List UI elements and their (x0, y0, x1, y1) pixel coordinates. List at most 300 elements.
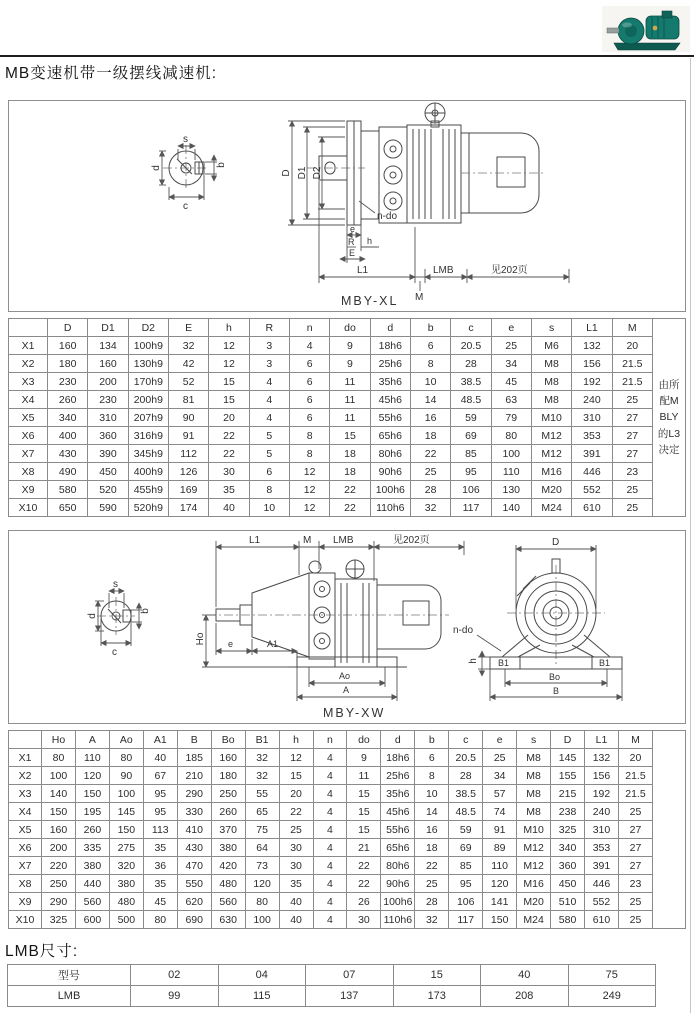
page-title: MB变速机带一级摆线减速机: (5, 65, 218, 82)
dimension-cell: 80h6 (370, 445, 410, 463)
column-header: d (370, 319, 410, 337)
dimension-cell: 316h9 (128, 427, 168, 445)
column-header: c (451, 319, 491, 337)
dimension-cell: 4 (313, 875, 347, 893)
dimension-cell: 28 (410, 481, 450, 499)
dimension-cell: 40 (279, 893, 313, 911)
column-header: Ao (109, 731, 143, 749)
dim-label-h: h (468, 658, 479, 664)
dimension-cell: 90h6 (370, 463, 410, 481)
dimension-cell: 8 (410, 355, 450, 373)
column-header: R (249, 319, 289, 337)
dimension-cell: 20 (279, 785, 313, 803)
dimension-cell: 95 (449, 875, 483, 893)
dimension-cell: 18 (330, 463, 370, 481)
dimension-cell: 6 (410, 337, 450, 355)
dimension-cell: M8 (531, 355, 571, 373)
table-row (9, 391, 686, 409)
dimension-cell: 510 (551, 893, 585, 911)
dimension-cell: M12 (531, 445, 571, 463)
column-header: D (551, 731, 585, 749)
dimension-cell: 80 (143, 911, 177, 929)
column-header: B1 (245, 731, 279, 749)
dimension-cell: 110h6 (381, 911, 415, 929)
dimension-cell: 100h6 (381, 893, 415, 911)
dimension-cell: 25 (410, 463, 450, 481)
dimension-cell: 32 (245, 749, 279, 767)
dimension-cell: 35h6 (381, 785, 415, 803)
column-header: n (313, 731, 347, 749)
column-header: s (517, 731, 551, 749)
dimension-cell: 40 (481, 965, 569, 986)
dimension-cell: 20.5 (449, 749, 483, 767)
dim-label-e: e (350, 224, 356, 234)
dimension-cell: 106 (449, 893, 483, 911)
dimension-cell: 22 (279, 803, 313, 821)
figure-caption: MBY-XL (341, 294, 399, 308)
dimension-cell: M24 (517, 911, 551, 929)
row-label: X6 (9, 839, 42, 857)
dimension-cell: 80h6 (381, 857, 415, 875)
dim-label-A1: A1 (267, 639, 279, 649)
dimension-cell: 65h6 (381, 839, 415, 857)
dim-label-d: d (151, 165, 162, 171)
dimension-cell: 23 (618, 875, 652, 893)
dimension-cell: 40 (209, 499, 249, 517)
dimension-cell: 34 (491, 355, 531, 373)
dimension-cell: 38.5 (451, 373, 491, 391)
dimension-cell: 95 (143, 803, 177, 821)
dimension-cell: 38.5 (449, 785, 483, 803)
dimension-cell: 26 (347, 893, 381, 911)
dimension-cell: 12 (289, 463, 329, 481)
dimension-cell: 25 (618, 803, 652, 821)
dimension-cell: 75 (245, 821, 279, 839)
dimension-cell: 110 (483, 857, 517, 875)
column-header: d (381, 731, 415, 749)
dimension-cell: 10 (415, 785, 449, 803)
dimension-cell: 27 (612, 409, 652, 427)
dim-label-Bo: Bo (549, 672, 561, 682)
dimension-cell: 240 (585, 803, 619, 821)
dimension-cell: 8 (289, 445, 329, 463)
dimension-cell: 9 (347, 749, 381, 767)
dimension-cell: 340 (551, 839, 585, 857)
dimension-cell: 80 (109, 749, 143, 767)
dimension-cell: 25h6 (370, 355, 410, 373)
column-header: c (449, 731, 483, 749)
row-label: X8 (9, 875, 42, 893)
dimension-cell: 9 (330, 337, 370, 355)
dimension-cell: 100h9 (128, 337, 168, 355)
dimension-cell: 200 (88, 373, 128, 391)
dim-label-c: c (112, 647, 117, 658)
table-side-note (653, 731, 686, 929)
dimension-cell: 5 (249, 427, 289, 445)
column-header: Bo (211, 731, 245, 749)
dimension-cell: 15 (347, 821, 381, 839)
dimension-cell: 110 (75, 749, 109, 767)
dimension-cell: 20.5 (451, 337, 491, 355)
dimension-cell: 6 (289, 373, 329, 391)
dimension-cell: 27 (618, 857, 652, 875)
dimension-cell: 8 (289, 427, 329, 445)
dimension-cell: 85 (449, 857, 483, 875)
dim-label-LMB: LMB (333, 535, 354, 546)
dim-label-e: e (228, 639, 234, 649)
dimension-cell: M20 (517, 893, 551, 911)
dimension-cell: 4 (313, 857, 347, 875)
dimension-cell: 192 (572, 373, 612, 391)
dimension-cell: 15 (330, 427, 370, 445)
dimension-cell: 11 (330, 373, 370, 391)
dimension-cell: 590 (88, 499, 128, 517)
dimension-cell: 156 (572, 355, 612, 373)
dimension-cell: 370 (211, 821, 245, 839)
dimension-cell: 21 (347, 839, 381, 857)
dimension-cell: 106 (451, 481, 491, 499)
dimension-cell: 4 (249, 409, 289, 427)
dimension-cell: 12 (289, 499, 329, 517)
column-header: D (48, 319, 88, 337)
dimension-cell: 353 (585, 839, 619, 857)
dimension-cell: 610 (572, 499, 612, 517)
dimension-cell: 69 (449, 839, 483, 857)
row-label: X3 (9, 785, 42, 803)
table-row (9, 481, 686, 499)
dimension-cell: 25 (612, 391, 652, 409)
dimension-cell: 141 (483, 893, 517, 911)
dimension-cell: 10 (249, 499, 289, 517)
dim-label-B: B (553, 686, 560, 696)
column-header (9, 731, 42, 749)
dimension-cell: 210 (177, 767, 211, 785)
column-header: Ho (42, 731, 76, 749)
table-row (9, 337, 686, 355)
table-row (8, 986, 656, 1007)
dimension-cell: 310 (572, 409, 612, 427)
column-header: D2 (128, 319, 168, 337)
dimension-cell: 420 (211, 857, 245, 875)
table-lmb-sizes (7, 964, 656, 1007)
dimension-cell: 180 (48, 355, 88, 373)
handwheel (425, 103, 445, 127)
dimension-cell: 69 (451, 427, 491, 445)
dimension-cell: 25 (618, 893, 652, 911)
table-row (9, 409, 686, 427)
dimension-cell: 400 (48, 427, 88, 445)
dimension-cell: 320 (109, 857, 143, 875)
dimension-cell: 35 (143, 839, 177, 857)
dimension-cell: 95 (451, 463, 491, 481)
dimension-cell: 560 (75, 893, 109, 911)
dimension-cell: 11 (330, 391, 370, 409)
dimension-cell: 5 (249, 445, 289, 463)
dimension-cell: 117 (451, 499, 491, 517)
dimension-cell: 500 (109, 911, 143, 929)
dimension-cell: 100 (245, 911, 279, 929)
dimension-cell: 27 (612, 445, 652, 463)
dimension-cell: 9 (330, 355, 370, 373)
flange-dims (340, 224, 379, 263)
dimension-cell: M8 (531, 373, 571, 391)
dim-label-LMB: LMB (433, 265, 454, 276)
column-header: b (410, 319, 450, 337)
dimension-cell: 32 (168, 337, 208, 355)
dimension-cell: 4 (313, 785, 347, 803)
dim-label-s: s (183, 134, 188, 145)
dimension-cell: 6 (289, 355, 329, 373)
figure-mby-xw (8, 530, 686, 724)
dimension-cell: 14 (410, 391, 450, 409)
dimension-cell: 155 (551, 767, 585, 785)
dimension-cell: 610 (585, 911, 619, 929)
figure-caption: MBY-XW (323, 706, 386, 720)
dimension-cell: 20 (612, 337, 652, 355)
row-label: 型号 (8, 965, 131, 986)
row-label: X9 (9, 481, 48, 499)
table-row (9, 803, 686, 821)
dimension-cell: 63 (491, 391, 531, 409)
dimension-cell: 325 (551, 821, 585, 839)
dimension-cell: 07 (306, 965, 394, 986)
dimension-cell: 28 (449, 767, 483, 785)
column-header (9, 319, 48, 337)
dimension-cell: 22 (347, 875, 381, 893)
dimension-cell: 120 (483, 875, 517, 893)
dimension-cell: M16 (531, 463, 571, 481)
dimension-cell: M8 (517, 785, 551, 803)
dimension-cell: 192 (585, 785, 619, 803)
dimension-cell: 430 (48, 445, 88, 463)
dimension-cell: 117 (449, 911, 483, 929)
dimension-cell: 560 (211, 893, 245, 911)
dimension-cell: 74 (483, 803, 517, 821)
row-label: X3 (9, 373, 48, 391)
dimension-cell: 200 (42, 839, 76, 857)
dimension-cell: 310 (585, 821, 619, 839)
drawing-mby-xw (9, 531, 685, 721)
dimension-cell: 12 (209, 337, 249, 355)
see-page-note: 见202页 (491, 265, 528, 276)
dimension-cell: 35h6 (370, 373, 410, 391)
table-mby-xw-dimensions (8, 730, 686, 929)
dimension-cell: 25 (279, 821, 313, 839)
dimension-cell: 22 (209, 427, 249, 445)
dimension-cell: 02 (131, 965, 219, 986)
column-header: h (279, 731, 313, 749)
table-row (9, 875, 686, 893)
dimension-cell: 450 (551, 875, 585, 893)
dimension-cell: 195 (75, 803, 109, 821)
dimension-cell: 446 (572, 463, 612, 481)
dimension-cell: 4 (313, 893, 347, 911)
dimension-cell: 160 (48, 337, 88, 355)
dimension-cell: 145 (109, 803, 143, 821)
dimension-cell: 126 (168, 463, 208, 481)
dimension-cell: 20 (209, 409, 249, 427)
dimension-cell: 21.5 (612, 373, 652, 391)
dimension-cell: 4 (313, 767, 347, 785)
dimension-cell: 220 (42, 857, 76, 875)
dimension-cell: 275 (109, 839, 143, 857)
dimension-cell: 130 (491, 481, 531, 499)
dimension-cell: 185 (177, 749, 211, 767)
row-label: X6 (9, 427, 48, 445)
dimension-cell: 130h9 (128, 355, 168, 373)
dimension-cell: 4 (313, 911, 347, 929)
dim-label-D2: D2 (312, 166, 323, 180)
row-label: LMB (8, 986, 131, 1007)
row-label: X4 (9, 391, 48, 409)
dimension-cell: 65h6 (370, 427, 410, 445)
dimension-cell: 22 (347, 857, 381, 875)
dimension-cell: 110h6 (370, 499, 410, 517)
dimension-cell: 260 (48, 391, 88, 409)
dimension-cell: 22 (209, 445, 249, 463)
table-row (9, 749, 686, 767)
dimension-cell: 04 (218, 965, 306, 986)
dimension-cell: 45 (143, 893, 177, 911)
dimension-cell: 455h9 (128, 481, 168, 499)
dimension-cell: M12 (517, 857, 551, 875)
row-label: X7 (9, 445, 48, 463)
dimension-cell: 16 (410, 409, 450, 427)
dimension-cell: 132 (572, 337, 612, 355)
dimension-cell: 3 (249, 337, 289, 355)
dimension-cell: 112 (168, 445, 208, 463)
dimension-cell: 32 (410, 499, 450, 517)
dimension-cell: 59 (451, 409, 491, 427)
dimension-cell: 18 (415, 839, 449, 857)
dimension-cell: 552 (572, 481, 612, 499)
dimension-cell: 470 (177, 857, 211, 875)
dimension-cell: 8 (249, 481, 289, 499)
row-label: X1 (9, 749, 42, 767)
dimension-cell: 22 (330, 481, 370, 499)
dimension-cell: 14 (415, 803, 449, 821)
dimension-cell: M12 (531, 427, 571, 445)
dimension-cell: M10 (517, 821, 551, 839)
dimension-cell: 35 (209, 481, 249, 499)
dimension-cell: 25 (491, 337, 531, 355)
dim-label-R: R (348, 237, 355, 247)
dimension-cell: M10 (531, 409, 571, 427)
dimension-cell: M24 (531, 499, 571, 517)
dimension-cell: 134 (88, 337, 128, 355)
shaft-section-view (151, 134, 227, 212)
dim-label-b: b (216, 162, 227, 168)
dimension-cell: 15 (279, 767, 313, 785)
dimension-cell: 91 (168, 427, 208, 445)
dimension-cell: 67 (143, 767, 177, 785)
dimension-cell: 340 (48, 409, 88, 427)
table-row (9, 785, 686, 803)
dimension-cell: 230 (48, 373, 88, 391)
dimension-cell: 4 (289, 337, 329, 355)
dimension-cell: 380 (211, 839, 245, 857)
dim-label-D: D (281, 169, 292, 177)
dimension-cell: M8 (517, 803, 551, 821)
dimension-cell: 11 (330, 409, 370, 427)
dimension-cell: 25h6 (381, 767, 415, 785)
dimension-cell: 32 (415, 911, 449, 929)
dimension-cell: 325 (42, 911, 76, 929)
dimension-cell: 12 (289, 481, 329, 499)
dimension-cell: 85 (451, 445, 491, 463)
dimension-cell: 8 (415, 767, 449, 785)
dimension-cell: 345h9 (128, 445, 168, 463)
dimension-cell: 22 (415, 857, 449, 875)
dimension-cell: 27 (618, 839, 652, 857)
dimension-cell: 150 (483, 911, 517, 929)
dimension-cell: 120 (75, 767, 109, 785)
dimension-cell: 90 (109, 767, 143, 785)
dimension-cell: 28 (415, 893, 449, 911)
row-label: X7 (9, 857, 42, 875)
dimension-cell: 36 (143, 857, 177, 875)
dimension-cell: 310 (88, 409, 128, 427)
column-header: n (289, 319, 329, 337)
dimension-cell: 79 (491, 409, 531, 427)
column-header: A1 (143, 731, 177, 749)
dimension-cell: 4 (313, 821, 347, 839)
dim-label-Ao: Ao (339, 671, 351, 681)
dimension-cell: 4 (249, 373, 289, 391)
dimension-cell: 21.5 (618, 767, 652, 785)
dim-label-b: b (140, 608, 151, 614)
column-header: h (209, 319, 249, 337)
dimension-cell: 353 (572, 427, 612, 445)
column-header: B (177, 731, 211, 749)
dimension-cell: M12 (517, 839, 551, 857)
dimension-cell: M16 (517, 875, 551, 893)
dimension-cell: 400h9 (128, 463, 168, 481)
dimension-cell: 430 (177, 839, 211, 857)
row-label: X10 (9, 911, 42, 929)
dimension-cell: 335 (75, 839, 109, 857)
dimension-cell: 145 (551, 749, 585, 767)
dimension-cell: 137 (306, 986, 394, 1007)
column-header: L1 (572, 319, 612, 337)
dimension-cell: 690 (177, 911, 211, 929)
dimension-cell: 650 (48, 499, 88, 517)
row-label: X2 (9, 355, 48, 373)
dimension-cell: 55h6 (370, 409, 410, 427)
dim-label-M: M (415, 292, 424, 303)
dimension-cell: 34 (483, 767, 517, 785)
see-page-note: 见202页 (393, 535, 430, 546)
dimension-cell: 25 (612, 481, 652, 499)
dimension-cell: 6 (249, 463, 289, 481)
dimension-cell: 15 (347, 785, 381, 803)
dimension-cell: 6 (415, 749, 449, 767)
dimension-cell: 35 (143, 875, 177, 893)
dimension-cell: 150 (75, 785, 109, 803)
dimension-cell: 208 (481, 986, 569, 1007)
dimension-cell: 520h9 (128, 499, 168, 517)
dimension-cell: 4 (313, 803, 347, 821)
dimension-cell: 240 (572, 391, 612, 409)
dimension-cell: 170h9 (128, 373, 168, 391)
table-row (9, 911, 686, 929)
shaft-section-view (87, 579, 151, 658)
row-label: X5 (9, 821, 42, 839)
row-label: X1 (9, 337, 48, 355)
row-label: X9 (9, 893, 42, 911)
row-label: X5 (9, 409, 48, 427)
dimension-cell: 12 (279, 749, 313, 767)
